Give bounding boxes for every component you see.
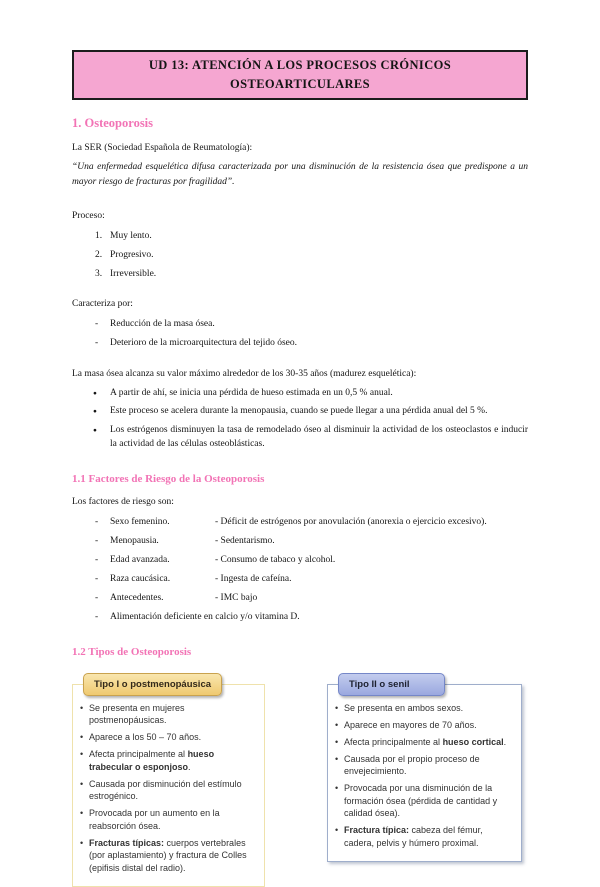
dash-marker: - [95,516,99,527]
dash-marker: - [95,573,99,584]
list-item: ● Este proceso se acelera durante la menopausia, cuando se puede llegar a una pérdida anual del 5 %. [93,404,528,419]
caracteriza-list [72,317,528,351]
table-row [72,591,528,606]
masa-osea-list [72,386,528,452]
factor-left: Menopausia. [110,535,159,546]
factor-left: Antecedentes. [110,592,164,603]
list-item: • Causada por el propio proceso de envejecimiento. [335,753,514,778]
section-1-2-heading: 1.2 Tipos de Osteoporosis [72,645,192,658]
list-item: - Deterioro de la microarquitectura del tejido óseo. [95,336,528,351]
definition-quote: “Una enfermedad esquelética difusa caracterizada por una disminución de la resistencia ósea que predispone a un mayor riesgo de fracturas por fragilidad”. [72,161,528,187]
osteoporosis-types [72,678,528,887]
dash-marker: - [95,611,99,622]
list-item: Irreversible. [110,268,157,279]
risk-factors-table [72,515,528,625]
caracteriza-label: Caracteriza por: [72,298,133,309]
document-title-banner [72,50,528,100]
type1-list [80,702,257,875]
list-item: • Fracturas típicas: cuerpos vertebrales (por aplastamiento) y fractura de Colles (epifisis distal del radio). [80,837,257,875]
list-item: • Provocada por una disminución de la formación ósea (pérdida de cantidad y calidad ósea). [335,782,514,820]
list-item: • Afecta principalmente al hueso trabecular o esponjoso. [80,748,257,773]
factor-right: - Sedentarismo. [215,535,275,546]
table-row [72,610,528,625]
table-row [72,515,528,530]
list-item: • Aparece a los 50 – 70 años. [80,731,257,744]
dash-marker: - [95,554,99,565]
dash-marker: - [95,535,99,546]
masa-osea-intro: La masa ósea alcanza su valor máximo alrededor de los 30-35 años (madurez esquelética): [72,368,417,379]
title-line-2: OSTEOARTICULARES [229,76,371,91]
table-row [72,553,528,568]
list-item: ● Los estrógenos disminuyen la tasa de remodelado óseo al disminuir la actividad de los osteoclastos e inducir la actividad de las células osteoblásticas. [93,423,528,452]
factor-left: Raza caucásica. [110,573,171,584]
type2-box [327,678,522,862]
ser-intro: La SER (Sociedad Española de Reumatología): [72,142,253,153]
type2-list [335,702,514,850]
list-item: • Se presenta en ambos sexos. [335,702,514,715]
list-item: • Causada por disminución del estímulo estrogénico. [80,778,257,803]
list-item: • Provocada por un aumento en la reabsorción ósea. [80,807,257,832]
factor-left: Edad avanzada. [110,554,170,565]
list-item: ● A partir de ahí, se inicia una pérdida de hueso estimada en un 0,5 % anual. [93,386,528,401]
factor-right: - IMC bajo [215,592,258,603]
proceso-list [72,229,528,282]
list-item: • Fractura típica: cabeza del fémur, cadera, pelvis y húmero proximal. [335,824,514,849]
type1-tab: Tipo I o postmenopáusica [83,673,222,697]
list-item: • Aparece en mayores de 70 años. [335,719,514,732]
factor-right: - Consumo de tabaco y alcohol. [215,554,336,565]
factores-intro: Los factores de riesgo son: [72,496,174,507]
factor-right: - Ingesta de cafeína. [215,573,292,584]
list-item: • Se presenta en mujeres postmenopáusicas. [80,702,257,727]
factor-left: Sexo femenino. [110,516,170,527]
section-1-heading: 1. Osteoporosis [72,115,154,130]
type2-tab: Tipo II o senil [338,673,445,697]
list-item: Progresivo. [110,249,154,260]
list-item: • Afecta principalmente al hueso cortical. [335,736,514,749]
title-line-1: UD 13: ATENCIÓN A LOS PROCESOS CRÓNICOS [148,58,452,72]
table-row [72,534,528,549]
factor-left: Alimentación deficiente en calcio y/o vitamina D. [110,611,300,622]
type1-box [72,678,265,887]
list-item: - Reducción de la masa ósea. [95,317,528,332]
dash-marker: - [95,592,99,603]
factor-right: - Déficit de estrógenos por anovulación (anorexia o ejercicio excesivo). [215,516,487,527]
proceso-label: Proceso: [72,210,105,221]
section-1-1-heading: 1.1 Factores de Riesgo de la Osteoporosis [72,472,265,485]
list-item: Muy lento. [110,230,152,241]
table-row [72,572,528,587]
